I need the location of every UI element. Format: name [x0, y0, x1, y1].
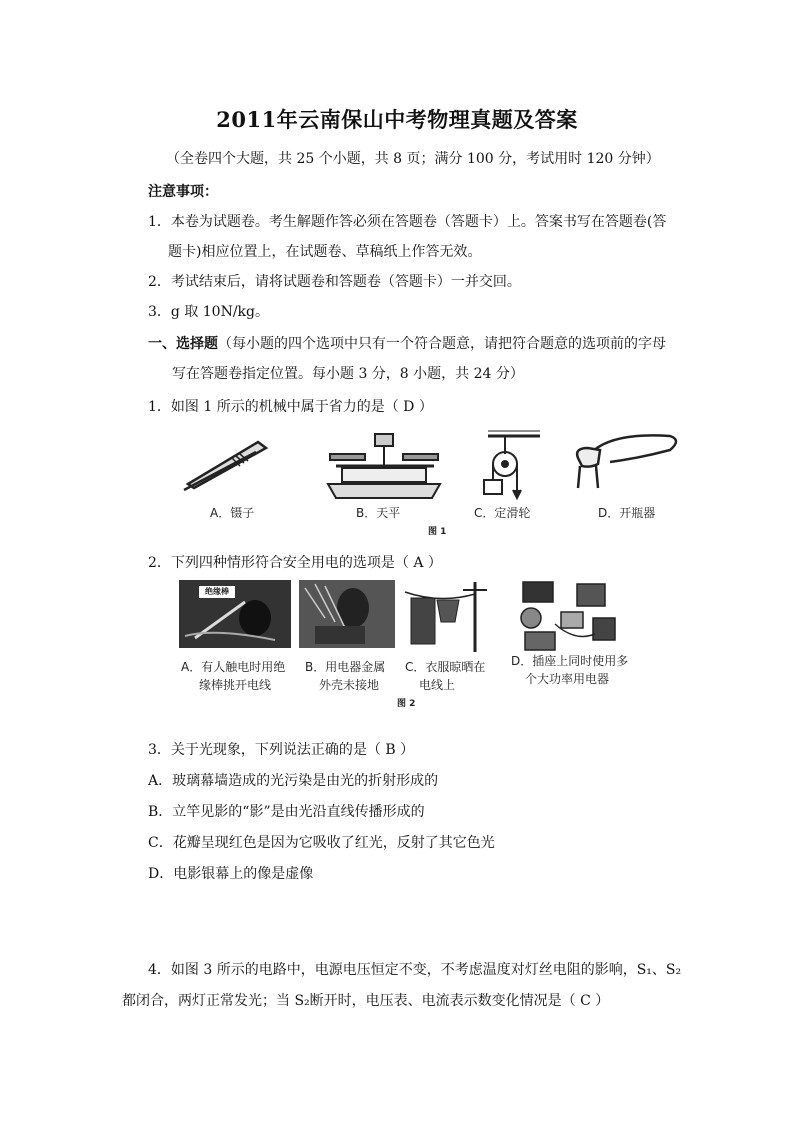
q3-option-a: A．玻璃幕墙造成的光污染是由光的折射形成的: [148, 773, 439, 789]
question-1: 1．如图 1 所示的机械中属于省力的是（ D ）: [148, 399, 433, 415]
scene-b-drawing: [299, 580, 395, 648]
q1-option-b: B．天平: [356, 506, 401, 520]
note-1-cont: 题卡)相应位置上，在试题卷、草稿纸上作答无效。: [168, 244, 482, 260]
figure-1: [170, 428, 700, 538]
q3-option-c: C．花瓣呈现红色是因为它吸收了红光，反射了其它色光: [148, 835, 495, 851]
opener-drawing: [577, 435, 676, 488]
q2-option-a: [181, 658, 285, 694]
figure-2-caption: 图 2: [397, 699, 416, 709]
tweezers-drawing: [184, 442, 266, 490]
section-desc: （每小题的四个选项中只有一个符合题意，请把符合题意的选项前的字母: [218, 336, 666, 352]
q2-option-b-line1: B．用电器金属: [305, 660, 386, 674]
question-4: 4．如图 3 所示的电路中，电源电压恒定不变，不考虑温度对灯丝电阻的影响，S₁、S₂: [148, 962, 682, 978]
q1-option-c: C．定滑轮: [474, 506, 531, 520]
q2-option-a-line2: 缘棒挑开电线: [199, 678, 272, 692]
q1-option-a: A．镊子: [210, 506, 255, 520]
scene-d-drawing: [521, 582, 615, 650]
question-4-cont: 都闭合，两灯正常发光；当 S₂断开时，电压表、电流表示数变化情况是（ C ）: [122, 993, 610, 1009]
figure-2: [175, 578, 645, 708]
q2-option-c-line2: 电线上: [419, 678, 456, 692]
balance-drawing: [328, 434, 440, 498]
note-3: 3．g 取 10N/kg。: [148, 304, 269, 320]
q3-option-b: B．立竿见影的“影”是由光沿直线传播形成的: [148, 804, 425, 820]
section-desc-cont: 写在答题卷指定位置。每小题 3 分，8 小题，共 24 分）: [172, 366, 524, 382]
note-2: 2．考试结束后，请将试题卷和答题卷（答题卡）一并交回。: [148, 274, 521, 290]
notes-heading: 注意事项：: [148, 184, 218, 200]
section-header: [148, 333, 666, 353]
section-label: 一、选择题: [148, 336, 218, 352]
q2-option-a-line1: A．有人触电时用绝: [181, 660, 286, 674]
q2-option-c: [405, 658, 485, 694]
question-3: 3．关于光现象，下列说法正确的是（ B ）: [148, 742, 415, 758]
sign-label: 绝缘棒: [205, 587, 229, 596]
question-2: 2．下列四种情形符合安全用电的选项是（ A ）: [148, 555, 442, 571]
pulley-drawing: [484, 431, 540, 498]
q2-option-b: [305, 658, 385, 694]
exam-info: （全卷四个大题，共 25 个小题，共 8 页；满分 100 分，考试用时 120 分钟）: [166, 151, 660, 167]
figure-2-drawing: [175, 578, 645, 658]
q2-option-d-line2: 个大功率用电器: [525, 672, 610, 686]
page-title: 2011年云南保山中考物理真题及答案: [216, 107, 578, 132]
q2-option-c-line1: C．衣服晾晒在: [405, 660, 486, 674]
figure-1-caption: 图 1: [428, 527, 447, 537]
note-1: 1．本卷为试题卷。考生解题作答必须在答题卷（答题卡）上。答案书写在答题卷(答: [148, 214, 667, 230]
q2-option-d-line1: D．插座上同时使用多: [511, 654, 629, 668]
q2-option-d: [511, 652, 628, 688]
scene-c-drawing: [405, 582, 487, 652]
q2-option-b-line2: 外壳未接地: [319, 678, 380, 692]
figure-1-drawing: [170, 428, 700, 538]
q1-option-d: D．开瓶器: [598, 506, 656, 520]
scene-a-drawing: [179, 580, 291, 648]
q3-option-d: D．电影银幕上的像是虚像: [148, 866, 314, 882]
